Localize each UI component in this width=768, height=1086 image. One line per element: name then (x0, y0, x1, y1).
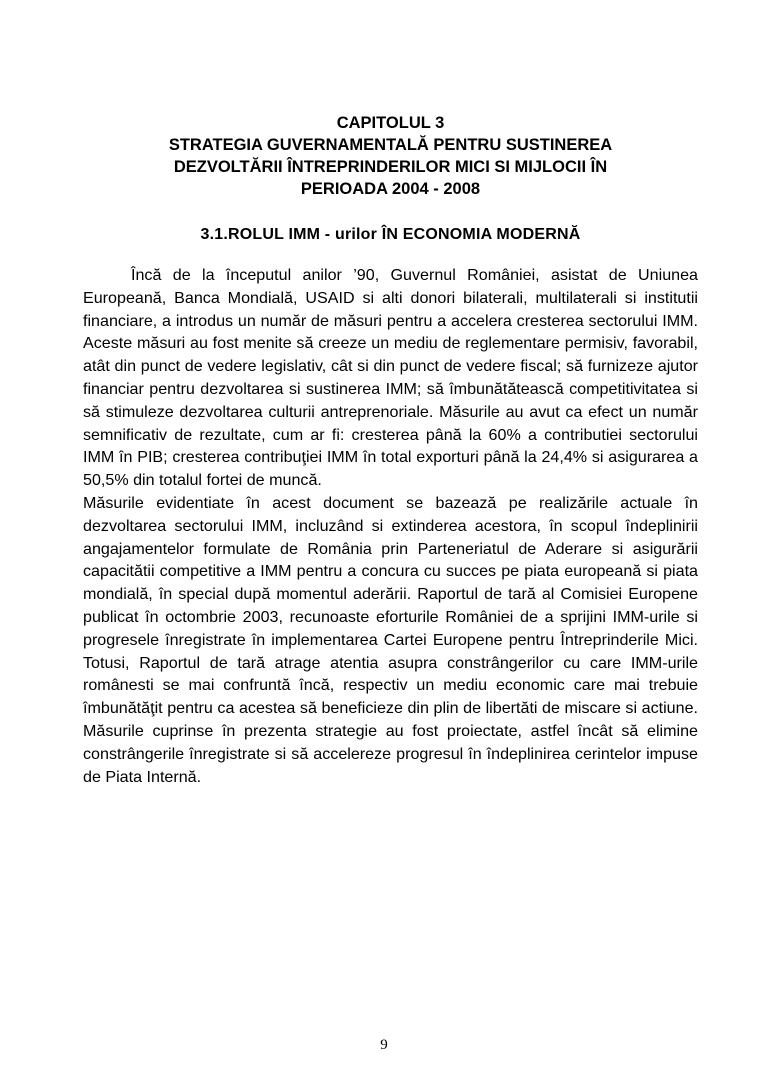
body-paragraph: Încă de la începutul anilor ’90, Guvernul României, asistat de Uniunea Europeană, Banca Mondială, USAID si alti donori bilaterali, multilaterali si institutii financiare, a introdus un număr de măsuri pentru a accelera cresterea sectorului IMM. Aceste măsuri au fost menite să creeze un mediu de reglementare permisiv, favorabil, atât din punct de vedere legislativ, cât si din punct de vedere fiscal; să furnizeze ajutor financiar pentru dezvoltarea si sustinerea IMM; să îmbunătătească competitivitatea si să stimuleze dezvoltarea culturii antreprenoriale. Măsurile au avut ca efect un număr semnificativ de rezultate, cum ar fi: cresterea până la 60% a contributiei sectorului IMM în PIB; cresterea contribuţiei IMM în total exporturi până la 24,4% si asigurarea a 50,5% din totalul fortei de muncă. (83, 266, 698, 490)
chapter-title-line: STRATEGIA GUVERNAMENTALĂ PENTRU SUSTINEREA (168, 136, 613, 154)
body-paragraph: Măsurile evidentiate în acest document se bazează pe realizările actuale în dezvoltarea sectorului IMM, incluzând si extinderea acestora, în scopul îndeplinirii angajamentelor formulate de România prin Parteneriatul de Aderare si asigurării capacitătii competitive a IMM pentru a concura cu succes pe piata europeană si piata mondială, în special după momentul aderării. Raportul de tară al Comisiei Europene publicat în octombrie 2003, recunoaste eforturile României de a sprijini IMM-urile si progresele înregistrate în implementarea Cartei Europene pentru Întreprinderile Mici. Totusi, Raportul de tară atrage atentia asupra constrângerilor cu care IMM-urile românesti se mai confruntă încă, respectiv un mediu economic care mai trebuie îmbunătăţit pentru ca acestea să beneficieze din plin de libertăti de miscare si actiune. Măsurile cuprinse în prezenta strategie au fost proiectate, astfel încât să elimine constrângerile înregistrate si să accelereze progresul în îndeplinirea cerintelor impuse de Piata Internă. (83, 493, 698, 786)
chapter-title-line: PERIOADA 2004 - 2008 (300, 180, 481, 198)
chapter-heading (83, 112, 698, 200)
page-number: 9 (380, 1037, 388, 1053)
chapter-number: CAPITOLUL 3 (336, 114, 445, 132)
document-page (83, 112, 698, 788)
chapter-title-line: DEZVOLTĂRII ÎNTREPRINDERILOR MICI SI MIJLOCII ÎN (173, 158, 608, 176)
section-title: 3.1.ROLUL IMM - urilor ÎN ECONOMIA MODERNĂ (200, 226, 581, 243)
